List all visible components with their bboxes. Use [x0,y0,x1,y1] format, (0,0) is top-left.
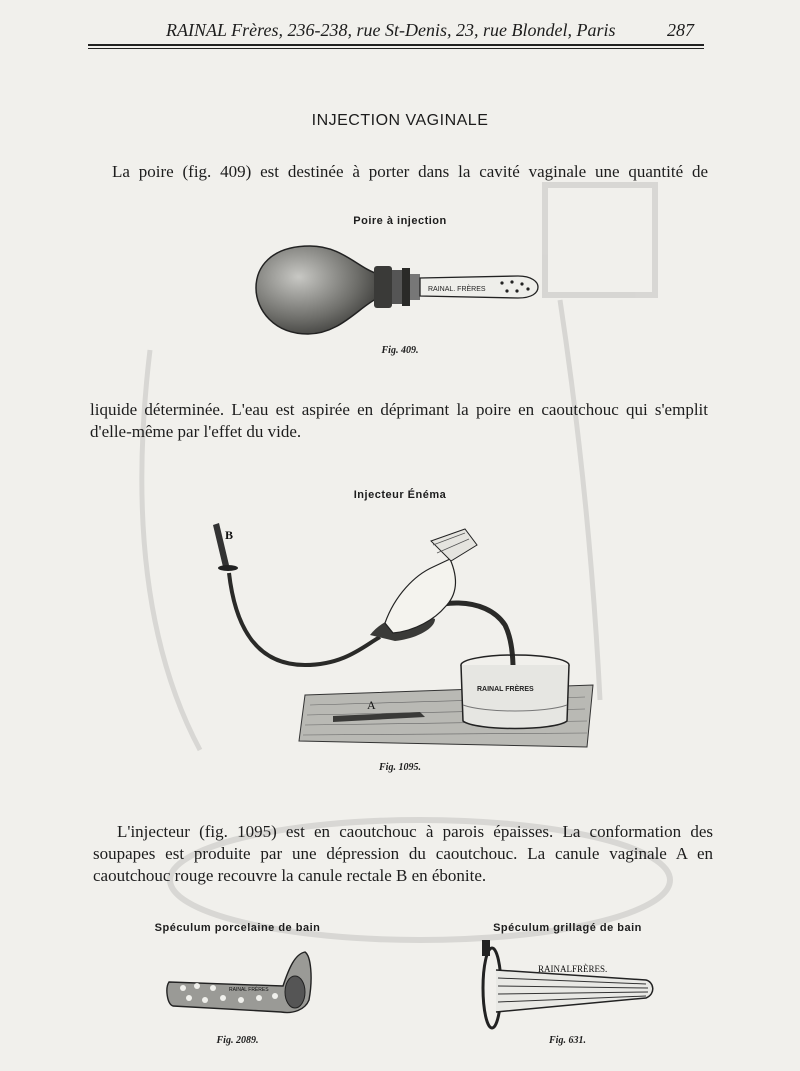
fig631-mesh-speculum-illustration [478,940,663,1035]
fig2089-porcelain-speculum-illustration [165,948,315,1018]
page-number: 287 [667,20,694,40]
fig1095-label: Fig. 1095. [379,762,421,773]
fig1095-caption: Injecteur Énéma [353,489,447,501]
marker-a: A [367,698,376,712]
fig409-stamp: RAINAL. FRÈRES [428,286,486,293]
header-text: RAINAL Frères, 236-238, rue St-Denis, 23, rue Blondel, Paris [166,20,616,40]
fig2089-label: Fig. 2089. [216,1035,259,1046]
marker-b: B [225,528,234,542]
header-rule [88,44,704,46]
fig409-caption: Poire à injection [353,215,447,227]
header-rule-thin [88,48,704,49]
fig2089-caption: Spéculum porcelaine de bain [154,922,321,934]
fig409-label: Fig. 409. [381,345,419,356]
fig631-caption: Spéculum grillagé de bain [493,922,642,934]
fig2089-stamp: RAINAL FRÈRES [229,987,269,993]
fig409-injection-bulb-illustration [250,238,550,338]
fig1095-stamp: RAINAL FRÈRES [477,686,534,693]
injector-paragraph: L'injecteur (fig. 1095) est en caoutchouc à parois épaisses. La conformation des soupapes est produite par une dépression du caoutchouc. La canule vaginale A en caoutchouc rouge recouvre la canule rectale B en ébonite. [93,822,713,885]
continued-paragraph: liquide déterminée. L'eau est aspirée en déprimant la poire en caoutchouc qui s'emplit d'elle-même par l'effet du vide. [90,400,708,441]
intro-paragraph: La poire (fig. 409) est destinée à porter dans la cavité vaginale une quantité de [112,162,708,181]
fig1095-enema-injector-illustration [195,515,605,755]
fig631-label: Fig. 631. [549,1035,586,1046]
section-title: INJECTION VAGINALE [311,112,489,129]
fig631-stamp: RAINALFRÈRES. [538,964,608,974]
